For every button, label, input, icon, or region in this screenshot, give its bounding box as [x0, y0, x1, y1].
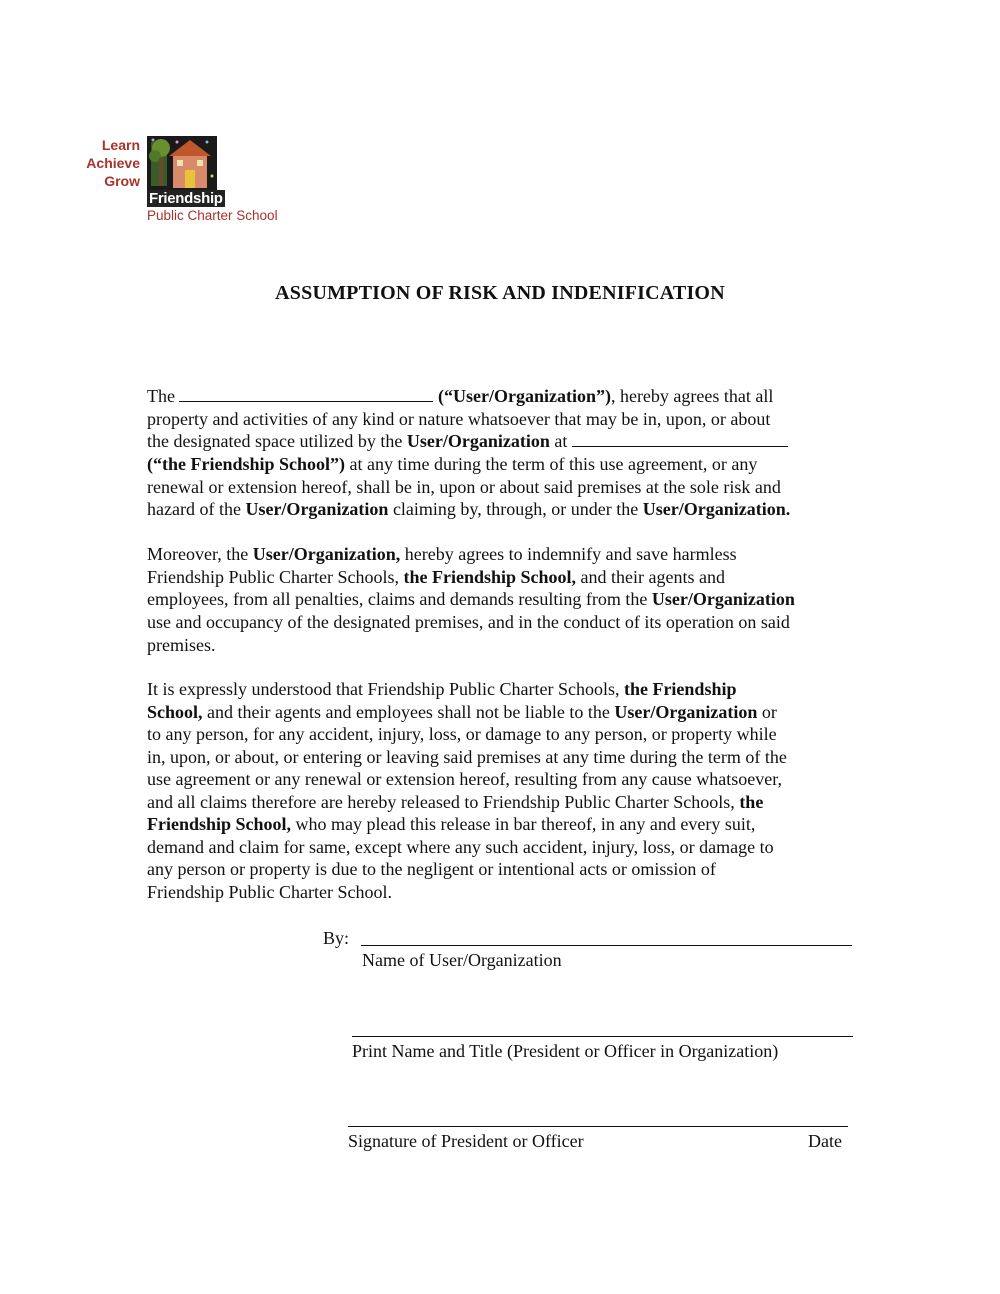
- p2-text: Moreover, the: [147, 544, 253, 564]
- p3-line-3: to any person, for any accident, injury, loss, or damage to any person, or property while: [147, 724, 777, 744]
- p1-bold: (“User/Organization”): [437, 386, 611, 406]
- p1-bold: User/Organization.: [642, 499, 791, 519]
- p3-text: who may plead this release in bar thereof, in any and every suit,: [291, 814, 756, 834]
- p2-text: and their agents and: [576, 567, 725, 587]
- document-title: ASSUMPTION OF RISK AND INDENIFICATION: [275, 282, 725, 304]
- signature-line[interactable]: [348, 1126, 848, 1127]
- organization-name-line[interactable]: [361, 945, 852, 946]
- p1-bold: (“the Friendship School”): [147, 454, 346, 474]
- p1-text: at any time during the term of this use agreement, or any: [345, 454, 758, 474]
- p1-line-3: [147, 430, 788, 452]
- p3-bold: User/Organization: [614, 702, 758, 722]
- p3-line-6: [147, 791, 763, 813]
- p1-line-6: [147, 498, 790, 520]
- school-location-blank[interactable]: [572, 432, 788, 447]
- p3-line-1: [147, 678, 736, 700]
- logo-subtitle: Public Charter School: [147, 208, 278, 223]
- organization-name-blank[interactable]: [179, 387, 433, 402]
- p1-text: hazard of the: [147, 499, 246, 519]
- p3-bold: School,: [147, 702, 203, 722]
- p3-text: and all claims therefore are hereby released to Friendship Public Charter Schools,: [147, 792, 740, 812]
- p2-line-4: use and occupancy of the designated premises, and in the conduct of its operation on said: [147, 612, 790, 632]
- p3-line-2: [147, 701, 777, 723]
- p3-bold: the: [739, 792, 764, 812]
- p2-bold: User/Organization,: [252, 544, 401, 564]
- p3-line-7: [147, 813, 755, 835]
- p1-line-2: property and activities of any kind or nature whatsoever that may be in, upon, or about: [147, 409, 771, 429]
- p1-line-1: [147, 385, 773, 407]
- p2-bold: User/Organization: [651, 589, 795, 609]
- p1-bold: User/Organization: [245, 499, 389, 519]
- logo-name: Friendship: [149, 190, 223, 207]
- logo-word-grow: Grow: [104, 173, 140, 189]
- p3-bold: Friendship School,: [147, 814, 292, 834]
- p2-line-5: premises.: [147, 635, 216, 655]
- p3-bold: the Friendship: [623, 679, 737, 699]
- p3-line-9: any person or property is due to the negligent or intentional acts or omission of: [147, 859, 716, 879]
- p3-text: It is expressly understood that Friendship Public Charter Schools,: [147, 679, 624, 699]
- p1-line-4: [147, 453, 757, 475]
- p2-line-3: [147, 588, 795, 610]
- p3-text: or: [757, 702, 777, 722]
- p2-text: employees, from all penalties, claims and demands resulting from the: [147, 589, 652, 609]
- p3-line-4: in, upon, or about, or entering or leaving said premises at any time during the term of the: [147, 747, 787, 767]
- p1-text: claiming by, through, or under the: [388, 499, 643, 519]
- p3-text: and their agents and employees shall not be liable to the: [202, 702, 615, 722]
- logo-word-learn: Learn: [101, 137, 140, 153]
- p2-text: hereby agrees to indemnify and save harmless: [400, 544, 737, 564]
- p1-text: at: [549, 431, 568, 451]
- p1-text: The: [147, 386, 175, 406]
- p2-bold: the Friendship School,: [403, 567, 577, 587]
- print-name-line[interactable]: [352, 1036, 853, 1037]
- by-label: By:: [323, 928, 350, 948]
- p3-line-8: demand and claim for same, except where any such accident, injury, loss, or damage to: [147, 837, 774, 857]
- school-logo: [80, 134, 280, 229]
- print-name-label: Print Name and Title (President or Officer in Organization): [352, 1041, 779, 1061]
- date-label: Date: [808, 1131, 842, 1151]
- organization-name-label: Name of User/Organization: [362, 950, 562, 970]
- p1-bold: User/Organization: [406, 431, 550, 451]
- p2-line-1: [147, 543, 737, 565]
- p2-text: Friendship Public Charter Schools,: [147, 567, 404, 587]
- p3-line-10: Friendship Public Charter School.: [147, 882, 392, 902]
- signature-label: Signature of President or Officer: [348, 1131, 584, 1151]
- p2-line-2: [147, 566, 725, 588]
- p1-text: , hereby agrees that all: [610, 386, 774, 406]
- p1-text: the designated space utilized by the: [147, 431, 407, 451]
- p3-line-5: use agreement or any renewal or extension hereof, resulting from any cause whatsoever,: [147, 769, 783, 789]
- logo-word-achieve: Achieve: [86, 155, 140, 171]
- p1-line-5: renewal or extension hereof, shall be in, upon or about said premises at the sole risk and: [147, 477, 781, 497]
- logo-tagline: [80, 136, 140, 190]
